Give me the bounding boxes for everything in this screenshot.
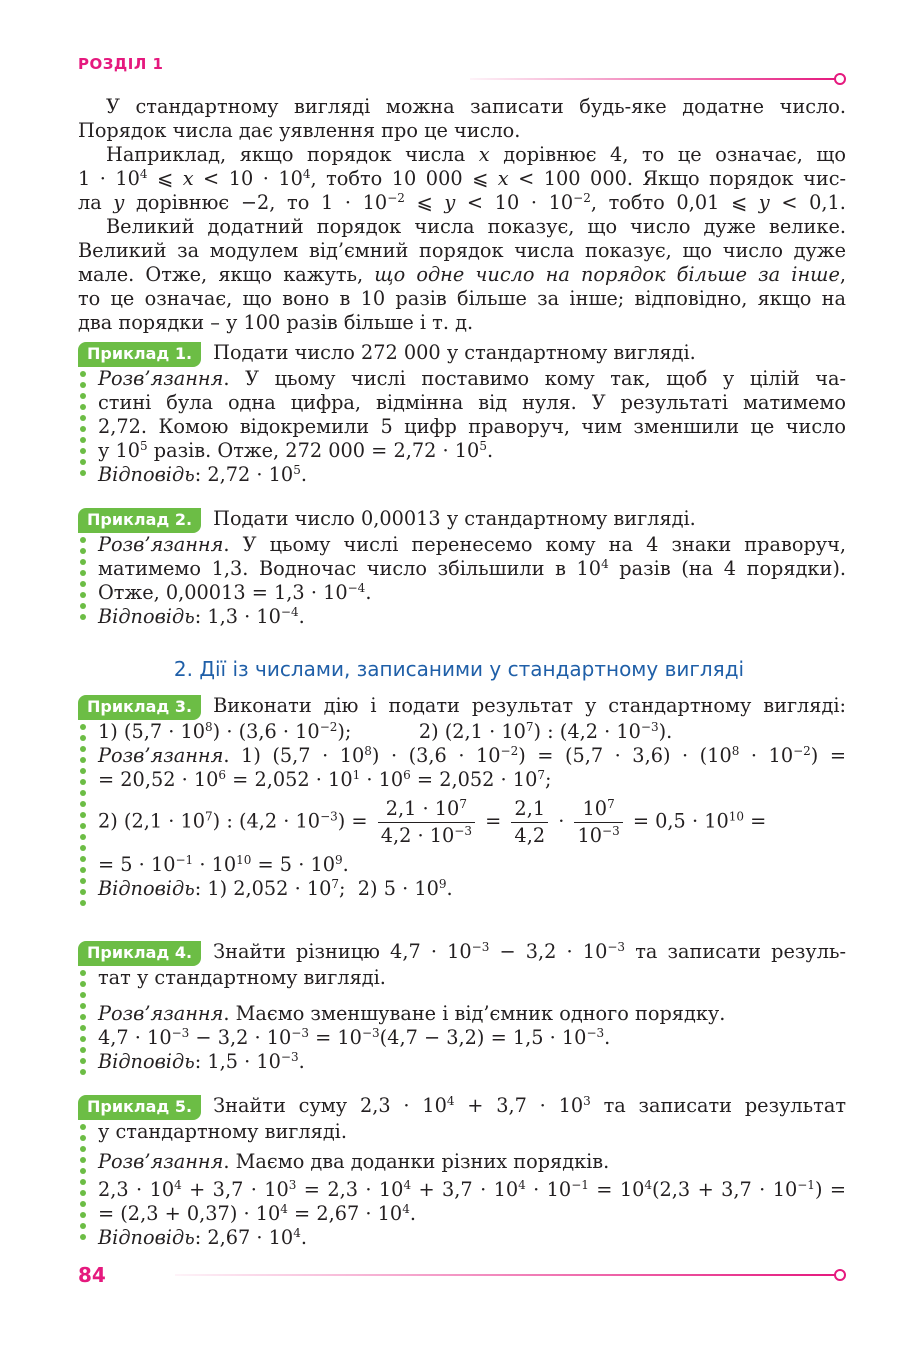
dots-decoration <box>80 724 88 911</box>
solution-line: = $5 \cdot 10^{-1} \cdot 10^{10} = 5 \cdot 10^9$. <box>98 853 349 876</box>
solution-line: Розв’язання. Маємо зменшуване і від’ємник одного порядку. <box>98 1002 726 1025</box>
answer-line: Відповідь: $1,3 \cdot 10^{-4}$. <box>98 605 305 628</box>
intro-line: Великий за модулем від’ємний порядок числа показує, що число дуже <box>78 239 846 262</box>
dots-decoration <box>80 970 88 1080</box>
intro-line: $1 \cdot 10^4$ ⩽ $x < 10 \cdot 10^4$, тобто 10 000 ⩽ x < 100 000. Якщо порядок чис- <box>78 167 847 190</box>
page-number: 84 <box>78 1263 106 1287</box>
intro-line: Великий додатний порядок числа показує, що число дуже велике. <box>106 215 846 238</box>
solution-line: Розв’язання. У цьому числі перенесемо кому на 4 знаки праворуч, <box>98 533 847 556</box>
example-badge: Приклад 1. <box>78 342 201 367</box>
example-badge: Приклад 3. <box>78 695 201 720</box>
example-5: Приклад 5. Знайти суму $2,3 \cdot 10^4 + 3,7 \cdot 10^3$ та записати результат у стандартному вигляді. Розв’язання. Маємо два доданки різних порядків. $2,3 \cdot 10^4 + 3,7 \cdot 10^3 = 2,3 \cdot 10^4 + 3,7 \cdot 10^4 \cdot 10^{-1} = 10^4(2,3 + 3,7 \cdot 10^{-1})$ = = $(2,3 + 0,37) \cdot 10^4 = 2,67 \cdot 10^4$. Відповідь: $2,67 \cdot 10^4$. <box>78 1094 846 1250</box>
fraction: $\frac{10^7}{10^{-3}}$ <box>574 798 622 847</box>
solution-line: Розв’язання. 1) $(5,7 \cdot 10^8) \cdot (3,6 \cdot 10^{-2}) = (5,7 \cdot 3,6) \cdot (10^8 \cdot 10^{-2})$ = <box>98 744 846 767</box>
section-subheading: 2. Дії із числами, записаними у стандартному вигляді <box>173 657 745 681</box>
intro-line: У стандартному вигляді можна записати будь-яке додатне число. <box>106 95 846 118</box>
solution-line: матимемо 1,3. Водночас число збільшили в $10^4$ разів (на 4 порядки). <box>98 557 846 580</box>
intro-line: ла y дорівнює −2, то $1 \cdot 10^{-2}$ ⩽ $y < 10 \cdot 10^{-2}$, тобто 0,01 ⩽ y < 0,1. <box>78 191 846 214</box>
dots-decoration <box>80 1124 88 1245</box>
header-rule <box>470 78 836 80</box>
solution-line: $4,7 \cdot 10^{-3} - 3,2 \cdot 10^{-3} = 10^{-3}(4,7 - 3,2) = 1,5 \cdot 10^{-3}$. <box>98 1026 611 1049</box>
solution-line: Розв’язання. Маємо два доданки різних порядків. <box>98 1150 610 1173</box>
answer-line: Відповідь: $1,5 \cdot 10^{-3}$. <box>98 1050 305 1073</box>
intro-line: Наприклад, якщо порядок числа x дорівнює 4, то це означає, що <box>106 143 846 166</box>
example-4: Приклад 4. Знайти різницю $4,7 \cdot 10^{-3} - 3,2 \cdot 10^{-3}$ та записати резуль- тат у стандартному вигляді. Розв’язання. Маємо зменшуване і від’ємник одного порядку. $4,7 \cdot 10^{-3} - 3,2 \cdot 10^{-3} = 10^{-3}(4,7 - 3,2) = 1,5 \cdot 10^{-3}$. Відповідь: $1,5 \cdot 10^{-3}$. <box>78 940 846 1074</box>
example-task: Подати число 0,00013 у стандартному вигляді. <box>213 507 696 530</box>
intro-line: Порядок числа дає уявлення про це число. <box>78 119 521 142</box>
solution-line: 2,72. Комою відокремили 5 цифр праворуч, чим зменшили це число <box>98 415 846 438</box>
answer-line: Відповідь: $2,67 \cdot 10^4$. <box>98 1226 307 1249</box>
dots-decoration <box>80 371 88 481</box>
task-line: тат у стандартному вигляді. <box>98 966 386 989</box>
section-label: РОЗДІЛ 1 <box>78 55 164 73</box>
task-line: у стандартному вигляді. <box>98 1120 347 1143</box>
solution-line: 2) $(2,1 \cdot 10^7)$ : $(4,2 \cdot 10^{-3})$ = $\frac{2,1 \cdot 10^7}{4,2 \cdot 10^{-3}}$ = $\frac{2,1}{4,2}$ · $\frac{10^7}{10^{-3}}$ = $0,5 \cdot 10^{10}$ = <box>98 797 767 847</box>
example-1 <box>78 341 846 487</box>
task-items: 1) $(5,7 \cdot 10^8) \cdot (3,6 \cdot 10^{-2})$; 2) $(2,1 \cdot 10^7)$ : $(4,2 \cdot 10^{-3})$. <box>98 720 673 743</box>
example-2 <box>78 507 846 629</box>
solution-line: = $20,52 \cdot 10^6 = 2,052 \cdot 10^1 \cdot 10^6 = 2,052 \cdot 10^7$; <box>98 768 552 791</box>
dots-decoration <box>80 537 88 625</box>
fraction: $\frac{2,1 \cdot 10^7}{4,2 \cdot 10^{-3}}$ <box>378 798 475 847</box>
intro-line: мале. Отже, якщо кажуть, що одне число на порядок більше за інше, <box>78 263 846 286</box>
example-3 <box>78 694 846 901</box>
solution-line: Розв’язання. У цьому числі поставимо кому так, щоб у цілій ча- <box>98 367 846 390</box>
answer-line: Відповідь: 1) $2,052 \cdot 10^7$; 2) $5 \cdot 10^9$. <box>98 877 453 900</box>
example-badge: Приклад 2. <box>78 508 201 533</box>
solution-line: у $10^5$ разів. Отже, 272 $000 = 2,72 \cdot 10^5$. <box>98 439 494 462</box>
footer-rule <box>175 1274 836 1276</box>
example-badge: Приклад 5. <box>78 1095 201 1120</box>
solution-line: $2,3 \cdot 10^4 + 3,7 \cdot 10^3 = 2,3 \cdot 10^4 + 3,7 \cdot 10^4 \cdot 10^{-1} = 10^4(2,3 + 3,7 \cdot 10^{-1})$ = <box>98 1178 847 1201</box>
footer-rule-end-icon <box>834 1269 846 1281</box>
solution-line: Отже, $0,00013 = 1,3 \cdot 10^{-4}$. <box>98 581 372 604</box>
example-task: Виконати дію і подати результат у стандартному вигляді: <box>213 694 846 717</box>
intro-text <box>78 95 846 335</box>
header-rule-end-icon <box>834 73 846 85</box>
solution-line: стині була одна цифра, відмінна від нуля. У результаті матимемо <box>98 391 846 414</box>
intro-line: то це означає, що воно в 10 разів більше за інше; відповідно, якщо на <box>78 287 846 310</box>
example-badge: Приклад 4. <box>78 941 201 966</box>
example-task: Подати число 272 000 у стандартному вигляді. <box>213 341 696 364</box>
fraction: $\frac{2,1}{4,2}$ <box>511 798 548 847</box>
answer-line: Відповідь: $2,72 \cdot 10^5$. <box>98 463 307 486</box>
intro-line: два порядки – у 100 разів більше і т. д. <box>78 311 474 334</box>
solution-line: = $(2,3 + 0,37) \cdot 10^4 = 2,67 \cdot 10^4$. <box>98 1202 416 1225</box>
